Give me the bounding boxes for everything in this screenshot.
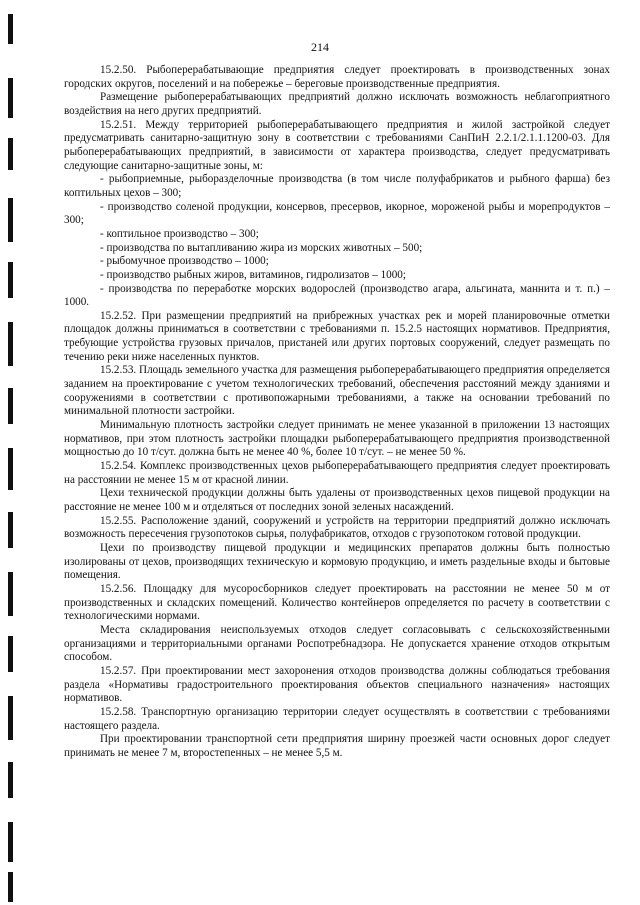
scan-mark — [8, 138, 13, 170]
document-body — [64, 64, 610, 760]
list-item: - производства по вытапливанию жира из морских животных – 500; — [100, 241, 423, 254]
paragraph: При проектировании транспортной сети предприятия ширину проезжей части основных дорог следует принимать не менее 7 м, второстепенных – не менее 5,5 м. — [64, 733, 610, 759]
paragraph: 15.2.52. При размещении предприятий на прибрежных участках рек и морей планировочные отметки площадок должны приниматься в соответствии с требованиями п. 15.2.5 настоящих нормативов. Предприятия, требующие устройства грузовых причалов, пристаней или других портовых сооружений, следует размещать по течению реки ниже населенных пунктов. — [64, 309, 610, 363]
list-item: - производство рыбных жиров, витаминов, гидролизатов – 1000; — [100, 268, 406, 281]
list-item: - производство соленой продукции, консервов, пресервов, икорное, мороженой рыбы и морепродуктов – 300; — [64, 200, 610, 227]
paragraph: 15.2.58. Транспортную организацию территории следует осуществлять в соответствии с требованиями настоящего раздела. — [64, 705, 610, 732]
paragraph: 15.2.50. Рыбоперерабатывающие предприятия следует проектировать в производственных зонах городских округов, поселений и на побережье – береговые производственные предприятия. — [64, 64, 610, 90]
paragraph: Места складирования неиспользуемых отходов следует согласовывать с сельскохозяйственными организациями и территориальными органами Роспотребнадзора. Не допускается хранение отходов открытым способом. — [64, 623, 610, 664]
list-item: - коптильное производство – 300; — [100, 227, 259, 240]
scan-mark — [8, 762, 13, 798]
paragraph: 15.2.51. Между территорией рыбоперерабатывающего предприятия и жилой застройкой следует предусматривать санитарно-защитную зону в соответствии с требованиями СанПиН 2.2.1/2.1.1.1200-03. Для рыбоперерабатывающих предприятий, в зависимости от характера производства, следует предусматривать следующие санитарно-защитные зоны, м: — [64, 118, 610, 172]
list-item: - рыбомучное производство – 1000; — [100, 255, 269, 268]
scan-mark — [8, 262, 13, 298]
paragraph: Минимальную плотность застройки следует принимать не менее указанной в приложении 13 настоящих нормативов, при этом плотность застройки площадки рыбоперерабатывающего предприятия производственной мощностью до 10 т/сут. должна быть не менее 40 %, более 10 т/сут. – не менее 50 %. — [64, 419, 610, 459]
scan-mark — [8, 572, 13, 616]
scan-mark — [8, 822, 13, 862]
scan-mark — [8, 78, 13, 118]
page-number: 214 — [311, 40, 329, 54]
scan-mark — [8, 448, 13, 490]
paragraph: 15.2.57. При проектировании мест захоронения отходов производства должны соблюдаться требования раздела «Нормативы градостроительного проектирования объектов специального назначения» настоящих нормативов. — [64, 664, 610, 705]
scan-mark — [8, 696, 13, 740]
paragraph: 15.2.54. Комплекс производственных цехов рыбоперерабатывающего предприятия следует проектировать на расстоянии не менее 15 м от красной линии. — [64, 460, 610, 486]
paragraph: 15.2.56. Площадку для мусоросборников следует проектировать на расстоянии не менее 50 м от производственных и складских помещений. Количество контейнеров определяется по расчету в соответствии с технологическими нормами. — [64, 582, 610, 623]
scan-mark — [8, 636, 13, 672]
scan-mark — [8, 388, 13, 424]
paragraph: 15.2.55. Расположение зданий, сооружений и устройств на территории предприятий должно исключать возможность пересечения грузопотоков сырья, полуфабрикатов, отходов с грузопотоком готовой продукции. — [64, 514, 610, 541]
list-item: - производства по переработке морских водорослей (производство агара, альгината, маннита и т. п.) – 1000. — [64, 282, 610, 309]
scan-mark — [8, 872, 13, 902]
paragraph: 15.2.53. Площадь земельного участка для размещения рыбоперерабатывающего предприятия определяется заданием на проектирование с учетом технологических требований, обеспечения расстояний между зданиями и сооружениями в соответствии с противопожарными требованиями, а также на основании требований по минимальной плотности застройки. — [64, 364, 610, 418]
paragraph: Цехи технической продукции должны быть удалены от производственных цехов пищевой продукции на расстояние не менее 100 м и отделяться от последних зоной зеленых насаждений. — [64, 487, 610, 513]
paragraph: Размещение рыбоперерабатывающих предприятий должно исключать возможность неблагоприятного воздействия на него других предприятий. — [64, 91, 610, 117]
list-item: - рыбоприемные, рыборазделочные производства (в том числе полуфабрикатов и рыбного фарша) без коптильных цехов – 300; — [64, 173, 610, 199]
scan-mark — [8, 322, 13, 366]
scan-mark — [8, 198, 13, 242]
paragraph: Цехи по производству пищевой продукции и медицинских препаратов должны быть полностью изолированы от цехов, производящих техническую и кормовую продукцию, и иметь раздельные входы и бытовые помещения. — [64, 541, 610, 582]
scan-mark — [8, 512, 13, 548]
